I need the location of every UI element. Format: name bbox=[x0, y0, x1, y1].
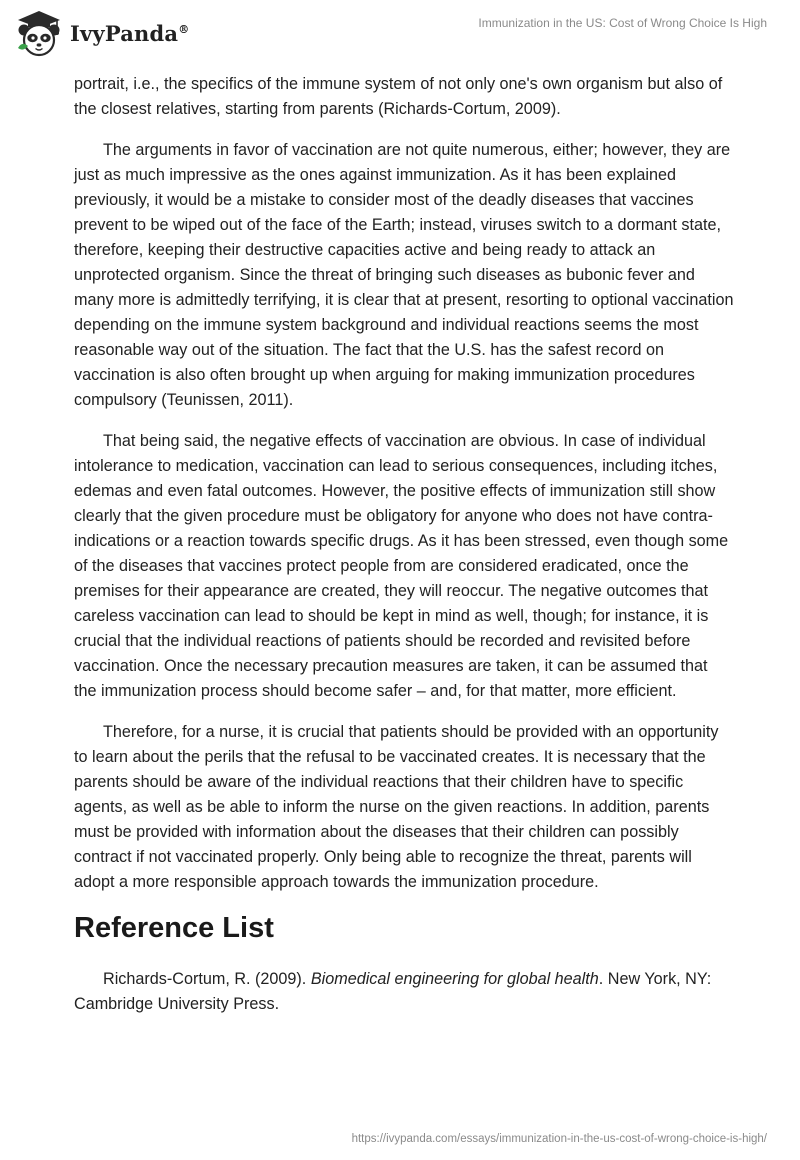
paragraph: Therefore, for a nurse, it is crucial that patients should be provided with an opportunity to learn about the perils that the refusal to be vaccinated creates. It is necessary that the parents should be aware of the individual reactions that their children have to specific agents, as well as be able to inform the nurse on the given reactions. In addition, parents must be provided with information about the diseases that their children can possibly contract if not vaccinated properly. Only being able to recognize the threat, parents will adopt a more responsible approach towards the immunization procedure. bbox=[74, 723, 719, 891]
paragraph: That being said, the negative effects of vaccination are obvious. In case of individual intolerance to medication, vaccination can lead to serious consequences, including itches, edemas and even fatal outcomes. However, the positive effects of immunization still show clearly that the given procedure must be obligatory for anyone who does not have contra-indications or a reaction towards specific drugs. As it has been stressed, even though some of the diseases that vaccines protect people from are considered eradicated, once the premises for their appearance are created, they will reoccur. The negative outcomes that careless vaccination can lead to should be kept in mind as well, though; for instance, it is crucial that the individual reactions of patients should be recorded and revisited before vaccination. Once the necessary precaution measures are taken, it can be assumed that the immunization process should become safer – and, for that matter, more efficient. bbox=[74, 432, 729, 700]
source-url[interactable]: https://ivypanda.com/essays/immunization-in-the-us-cost-of-wrong-choice-is-high/ bbox=[351, 1133, 767, 1145]
panda-mascot-icon bbox=[14, 8, 64, 58]
reference-publisher: . New York, NY: Cambridge University Press. bbox=[74, 970, 712, 1013]
logo[interactable] bbox=[14, 8, 189, 58]
document-title: Immunization in the US: Cost of Wrong Choice Is High bbox=[478, 16, 767, 30]
paragraph: The arguments in favor of vaccination are not quite numerous, either; however, they are just as much impressive as the ones against immunization. As it has been explained previously, it would be a mistake to consider most of the deadly diseases that vaccines prevent to be wiped out of the face of the Earth; instead, viruses switch to a dormant state, therefore, keeping their destructive capacities active and being ready to attack an unprotected organism. Since the threat of bringing such diseases as bubonic fever and many more is admittedly terrifying, it is clear that at present, resorting to optional vaccination depending on the immune system background and individual reactions seems the most reasonable way out of the situation. The fact that the U.S. has the safest record on vaccination is also often brought up when arguing for making immunization procedures compulsory (Teunissen, 2011). bbox=[74, 141, 734, 409]
page-header bbox=[0, 0, 800, 70]
registered-mark: ® bbox=[178, 22, 190, 36]
reference-entry bbox=[74, 967, 734, 1017]
reference-list-heading: Reference List bbox=[74, 912, 274, 944]
logo-text bbox=[70, 21, 189, 46]
reference-authors-year: Richards-Cortum, R. (2009). bbox=[103, 970, 311, 988]
paragraph-continued: portrait, i.e., the specifics of the immune system of not only one's own organism but also of the closest relatives, starting from parents (Richards-Cortum, 2009). bbox=[74, 75, 723, 118]
essay-content bbox=[74, 72, 734, 1033]
logo-name: IvyPanda bbox=[70, 20, 179, 46]
reference-book-title: Biomedical engineering for global health bbox=[310, 970, 599, 988]
